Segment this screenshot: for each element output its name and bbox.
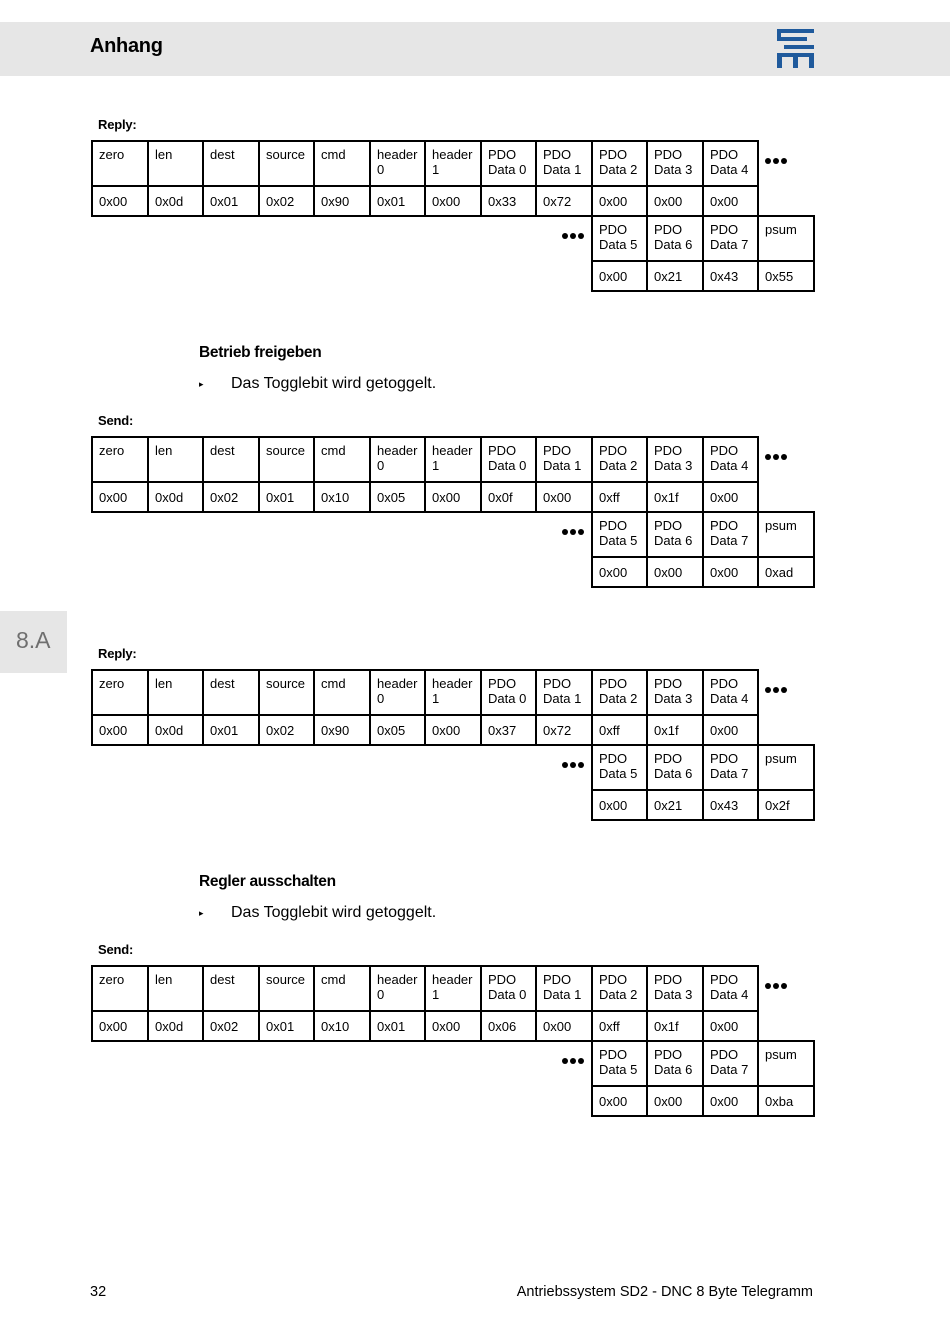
continuation-dots-icon	[765, 158, 789, 166]
bullet-arrow-icon: ▸	[199, 908, 204, 918]
continuation-dots-icon	[765, 454, 789, 462]
table-header-cell: PDO Data 1	[535, 965, 593, 1012]
table-value-cell: 0x00	[702, 185, 759, 217]
table-value-cell: 0x02	[202, 1010, 260, 1042]
table-value-cell: 0x1f	[646, 481, 704, 513]
table-value-cell: 0x2f	[757, 789, 815, 821]
table-header-cell: PDO Data 7	[702, 511, 759, 558]
bullet-text: Das Togglebit wird getoggelt.	[231, 375, 437, 392]
table-header-cell: PDO Data 2	[591, 965, 648, 1012]
table-header-cell: cmd	[313, 140, 371, 187]
table-header-cell: source	[258, 965, 315, 1012]
table-header-cell: PDO Data 0	[480, 140, 537, 187]
table-header-cell: header 1	[424, 140, 482, 187]
table-header-cell: PDO Data 3	[646, 965, 704, 1012]
continuation-dots-icon	[765, 687, 789, 695]
table-header-cell: header 1	[424, 436, 482, 483]
table-header-cell: header 0	[369, 436, 426, 483]
table-value-cell: 0x00	[591, 1085, 648, 1117]
table-value-cell: 0x01	[202, 714, 260, 746]
table-value-cell: 0x00	[535, 1010, 593, 1042]
table-value-cell: 0x0d	[147, 481, 204, 513]
table-header-cell: psum	[757, 215, 815, 262]
table-header-cell: PDO Data 7	[702, 1040, 759, 1087]
table-header-cell: PDO Data 0	[480, 965, 537, 1012]
bullet-text: Das Togglebit wird getoggelt.	[231, 904, 437, 921]
table-value-cell: 0x00	[702, 556, 759, 588]
table-value-cell: 0x01	[258, 1010, 315, 1042]
table-value-cell: 0x72	[535, 714, 593, 746]
table-header-cell: header 0	[369, 140, 426, 187]
table-header-cell: PDO Data 4	[702, 140, 759, 187]
table-header-cell: len	[147, 436, 204, 483]
table-value-cell: 0x00	[646, 556, 704, 588]
table-value-cell: 0x02	[258, 185, 315, 217]
table-header-cell: PDO Data 4	[702, 965, 759, 1012]
table-value-cell: 0xff	[591, 1010, 648, 1042]
section-heading: Regler ausschalten	[199, 873, 336, 890]
table-header-cell: PDO Data 2	[591, 669, 648, 716]
table-header-cell: len	[147, 669, 204, 716]
table-header-cell: dest	[202, 669, 260, 716]
table-value-cell: 0x00	[91, 714, 149, 746]
table-header-cell: PDO Data 2	[591, 436, 648, 483]
table-header-cell: cmd	[313, 436, 371, 483]
continuation-dots-icon	[765, 983, 789, 991]
table-header-cell: PDO Data 7	[702, 215, 759, 262]
page-number: 32	[90, 1284, 107, 1300]
page-header-title: Anhang	[90, 35, 163, 57]
table-value-cell: 0x72	[535, 185, 593, 217]
table-header-cell: PDO Data 5	[591, 215, 648, 262]
document-title: Antriebssystem SD2 - DNC 8 Byte Telegramm	[516, 1284, 813, 1300]
table-value-cell: 0x1f	[646, 1010, 704, 1042]
table-value-cell: 0x0d	[147, 185, 204, 217]
table-value-cell: 0x90	[313, 185, 371, 217]
table-value-cell: 0x10	[313, 1010, 371, 1042]
table-header-cell: PDO Data 5	[591, 1040, 648, 1087]
table-header-cell: zero	[91, 140, 149, 187]
table-header-cell: dest	[202, 965, 260, 1012]
table-header-cell: PDO Data 2	[591, 140, 648, 187]
table-value-cell: 0x00	[646, 1085, 704, 1117]
company-logo-icon	[777, 29, 814, 68]
table-header-cell: PDO Data 1	[535, 436, 593, 483]
table-header-cell: header 0	[369, 965, 426, 1012]
table-value-cell: 0xad	[757, 556, 815, 588]
table-header-cell: PDO Data 1	[535, 669, 593, 716]
table-value-cell: 0x37	[480, 714, 537, 746]
table-header-cell: zero	[91, 965, 149, 1012]
table-value-cell: 0x01	[258, 481, 315, 513]
table-header-cell: len	[147, 965, 204, 1012]
table-header-cell: PDO Data 6	[646, 744, 704, 791]
chapter-tab	[0, 611, 67, 673]
table-value-cell: 0x10	[313, 481, 371, 513]
table-header-cell: PDO Data 6	[646, 215, 704, 262]
table-value-cell: 0x00	[591, 789, 648, 821]
block-label: Reply:	[98, 646, 137, 661]
table-header-cell: cmd	[313, 965, 371, 1012]
chapter-tab-label: 8.A	[16, 627, 51, 653]
table-header-cell: source	[258, 669, 315, 716]
table-header-cell: source	[258, 140, 315, 187]
table-value-cell: 0x1f	[646, 714, 704, 746]
table-value-cell: 0x00	[591, 185, 648, 217]
table-header-cell: len	[147, 140, 204, 187]
table-value-cell: 0x21	[646, 260, 704, 292]
table-header-cell: PDO Data 6	[646, 1040, 704, 1087]
table-value-cell: 0x0d	[147, 714, 204, 746]
continuation-dots-icon	[562, 233, 586, 241]
table-value-cell: 0x00	[91, 185, 149, 217]
continuation-dots-icon	[562, 529, 586, 537]
table-header-cell: zero	[91, 669, 149, 716]
table-value-cell: 0x0d	[147, 1010, 204, 1042]
table-header-cell: PDO Data 3	[646, 436, 704, 483]
table-header-cell: psum	[757, 1040, 815, 1087]
table-header-cell: dest	[202, 436, 260, 483]
table-value-cell: 0x00	[702, 1085, 759, 1117]
table-header-cell: PDO Data 3	[646, 140, 704, 187]
table-header-cell: PDO Data 4	[702, 436, 759, 483]
table-value-cell: 0x00	[535, 481, 593, 513]
table-value-cell: 0x01	[369, 185, 426, 217]
table-value-cell: 0x05	[369, 714, 426, 746]
table-value-cell: 0x02	[202, 481, 260, 513]
continuation-dots-icon	[562, 762, 586, 770]
table-value-cell: 0x02	[258, 714, 315, 746]
table-header-cell: header 1	[424, 965, 482, 1012]
table-value-cell: 0x00	[91, 481, 149, 513]
block-label: Send:	[98, 413, 134, 428]
table-value-cell: 0x01	[369, 1010, 426, 1042]
table-value-cell: 0x00	[591, 556, 648, 588]
table-value-cell: 0x00	[91, 1010, 149, 1042]
table-value-cell: 0x01	[202, 185, 260, 217]
table-header-cell: cmd	[313, 669, 371, 716]
table-value-cell: 0x00	[424, 714, 482, 746]
table-value-cell: 0x00	[702, 1010, 759, 1042]
table-value-cell: 0x21	[646, 789, 704, 821]
table-header-cell: header 0	[369, 669, 426, 716]
table-value-cell: 0x00	[702, 714, 759, 746]
table-header-cell: PDO Data 3	[646, 669, 704, 716]
bullet-arrow-icon: ▸	[199, 379, 204, 389]
table-value-cell: 0x00	[424, 1010, 482, 1042]
table-header-cell: psum	[757, 744, 815, 791]
table-value-cell: 0x33	[480, 185, 537, 217]
table-header-cell: zero	[91, 436, 149, 483]
table-header-cell: PDO Data 1	[535, 140, 593, 187]
table-value-cell: 0x05	[369, 481, 426, 513]
table-value-cell: 0x00	[424, 481, 482, 513]
table-header-cell: PDO Data 5	[591, 511, 648, 558]
table-value-cell: 0xba	[757, 1085, 815, 1117]
table-header-cell: PDO Data 0	[480, 436, 537, 483]
table-value-cell: 0xff	[591, 481, 648, 513]
table-value-cell: 0x43	[702, 260, 759, 292]
table-value-cell: 0x00	[702, 481, 759, 513]
table-value-cell: 0x00	[646, 185, 704, 217]
continuation-dots-icon	[562, 1058, 586, 1066]
table-value-cell: 0xff	[591, 714, 648, 746]
table-header-cell: source	[258, 436, 315, 483]
table-header-cell: PDO Data 4	[702, 669, 759, 716]
block-label: Reply:	[98, 117, 137, 132]
table-value-cell: 0x43	[702, 789, 759, 821]
table-header-cell: PDO Data 7	[702, 744, 759, 791]
table-value-cell: 0x06	[480, 1010, 537, 1042]
section-heading: Betrieb freigeben	[199, 344, 322, 361]
table-value-cell: 0x0f	[480, 481, 537, 513]
table-value-cell: 0x00	[424, 185, 482, 217]
table-value-cell: 0x00	[591, 260, 648, 292]
table-header-cell: header 1	[424, 669, 482, 716]
table-header-cell: psum	[757, 511, 815, 558]
table-value-cell: 0x55	[757, 260, 815, 292]
table-header-cell: PDO Data 6	[646, 511, 704, 558]
table-header-cell: PDO Data 0	[480, 669, 537, 716]
table-value-cell: 0x90	[313, 714, 371, 746]
table-header-cell: PDO Data 5	[591, 744, 648, 791]
table-header-cell: dest	[202, 140, 260, 187]
block-label: Send:	[98, 942, 134, 957]
